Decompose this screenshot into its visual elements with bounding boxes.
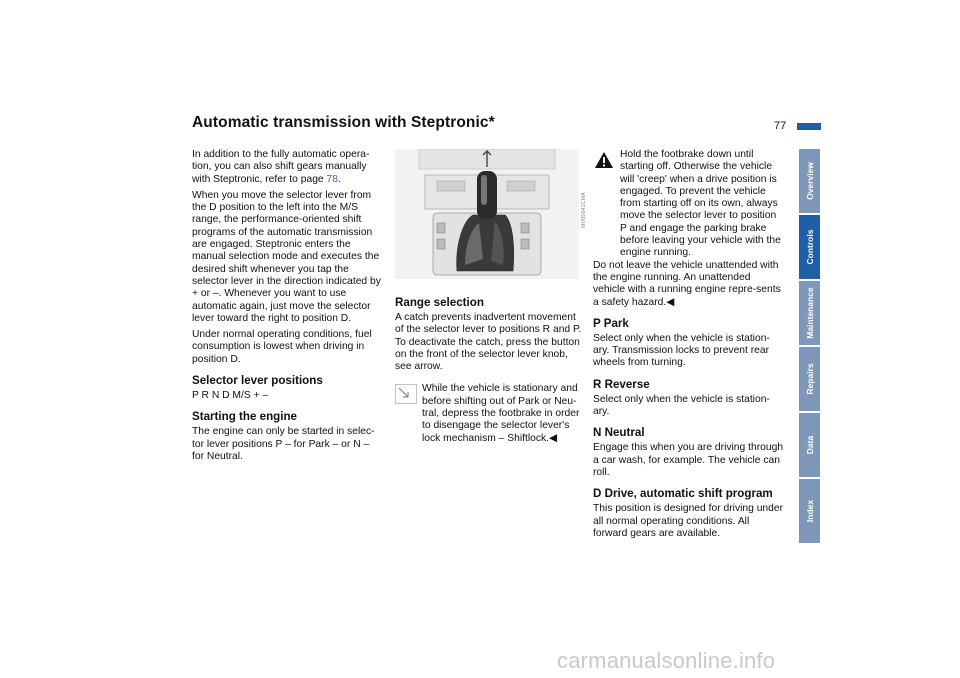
range-heading: Range selection: [395, 296, 484, 309]
section-tabs: [799, 149, 820, 545]
steptronic-paragraph: When you move the selector lever from the D position to the left into the M/S range, the performance-oriented shift programs of the automatic transmission are engaged. Steptronic enters the manual selection mode and executes the desired shift whenever you tap the selector lever in the direction indicated by + or –. Whenever you want to use automatic again, just move the selector lever toward the right to position D.: [192, 189, 381, 324]
drive-paragraph: This position is designed for driving under all normal operating conditions. All forward gears are available.: [593, 503, 784, 539]
page-number: 77: [774, 120, 787, 132]
selector-lever-photo: [395, 149, 579, 279]
neutral-heading: N Neutral: [593, 426, 645, 440]
warning-text: Hold the footbrake down until starting off. Otherwise the vehicle will 'creep' when a drive position is engaged. To prevent the vehicle from starting off on its own, always move the selector lever to position P and engage the parking brake before leaving your vehicle with the engine running.: [620, 149, 781, 259]
tab-overview[interactable]: Overview: [799, 149, 820, 213]
tab-repairs[interactable]: Repairs: [799, 347, 820, 411]
park-paragraph: Select only when the vehicle is station-ary. Transmission locks to prevent rear wheels from turning.: [593, 332, 770, 369]
page-link[interactable]: 78: [326, 173, 338, 185]
watermark: carmanualsonline.info: [557, 648, 776, 673]
starting-paragraph: The engine can only be started in selec-tor lever positions P – for Park – or N – for Neutral.: [192, 426, 375, 462]
note-icon: [395, 384, 417, 404]
column-3: [593, 149, 785, 544]
image-code: MV05641CMA: [581, 192, 587, 228]
reverse-paragraph: Select only when the vehicle is station-ary.: [593, 393, 770, 418]
fuel-paragraph: Under normal operating conditions, fuel consumption is lowest when driving in position D.: [192, 329, 372, 365]
page-number-bar: [797, 123, 821, 130]
tab-data[interactable]: Data: [799, 413, 820, 477]
park-heading: P Park: [593, 316, 629, 330]
warning-icon: [593, 150, 615, 170]
selector-heading: Selector lever positions: [192, 374, 323, 388]
warning-note: [593, 149, 785, 260]
drive-heading: D Drive, automatic shift program: [593, 487, 773, 501]
tab-controls[interactable]: Controls: [799, 215, 820, 279]
tab-maintenance[interactable]: Maintenance: [799, 281, 820, 345]
column-1: [192, 149, 382, 467]
selector-positions: P R N D M/S + –: [192, 390, 269, 402]
shiftlock-text: While the vehicle is stationary and before shifting out of Park or Neu-tral, depress the footbrake in order to disengage the selector lever's lock mechanism – Shiftlock.◀: [422, 383, 580, 444]
tab-index[interactable]: Index: [799, 479, 820, 543]
intro-paragraph: In addition to the fully automatic opera-tion, you can also shift gears manually with Steptronic, refer to page 78.: [192, 149, 370, 185]
range-paragraph: A catch prevents inadvertent movement of the selector lever to positions R and P. To deactivate the catch, press the button on the front of the selector lever knob, see arrow.: [395, 312, 582, 373]
reverse-heading: R Reverse: [593, 377, 650, 391]
page-title: Automatic transmission with Steptronic*: [192, 114, 495, 131]
warning-text-2: Do not leave the vehicle unattended with the engine running. An unattended vehicle with a running engine repre-sents a safety hazard.◀: [593, 259, 781, 308]
neutral-paragraph: Engage this when you are driving through a car wash, for example. The vehicle can roll.: [593, 442, 784, 478]
shiftlock-note: [395, 383, 585, 444]
starting-heading: Starting the engine: [192, 410, 297, 424]
column-2: [395, 296, 585, 449]
